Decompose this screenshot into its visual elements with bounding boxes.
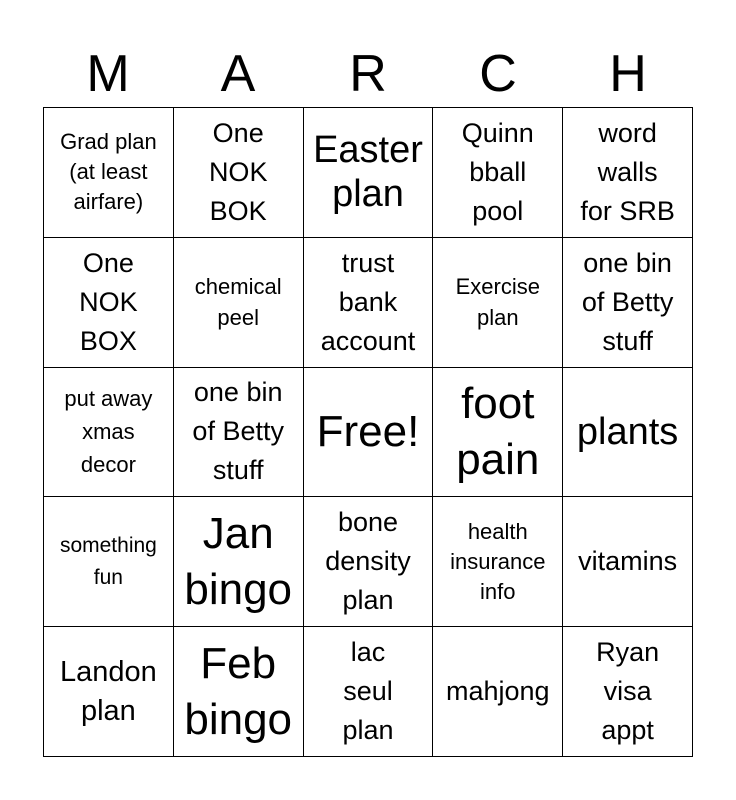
cell-text: Jan bingo — [184, 508, 293, 614]
bingo-cell-r5c4[interactable] — [433, 627, 563, 757]
bingo-cell-r1c4[interactable] — [433, 108, 563, 238]
header-letter-a: A — [220, 45, 256, 103]
cell-text: one bin of Betty stuff — [192, 377, 284, 486]
cell-text: One NOK BOX — [79, 247, 138, 356]
cell-text: Ryan visa appt — [596, 637, 660, 746]
cell-text: health insurance info — [450, 518, 546, 604]
bingo-cell-r1c1[interactable] — [44, 108, 174, 238]
cell-text: Easter plan — [313, 129, 423, 216]
cell-text: plants — [576, 410, 679, 453]
header-letter-r: R — [349, 45, 387, 103]
cell-text: Grad plan (at least airfare) — [60, 129, 157, 215]
cell-text: Landon plan — [60, 655, 157, 727]
cell-text: vitamins — [578, 546, 678, 577]
bingo-cell-r5c1[interactable] — [44, 627, 174, 757]
cell-text: put away xmas decor — [64, 386, 153, 478]
bingo-cell-r2c4[interactable] — [433, 238, 563, 368]
cell-text: bone density plan — [325, 507, 411, 616]
cell-text: chemical peel — [194, 274, 282, 331]
bingo-cell-r4c2[interactable] — [174, 497, 304, 627]
bingo-cell-r2c3[interactable] — [304, 238, 434, 368]
bingo-cell-r3c2[interactable] — [174, 368, 304, 498]
header-letter-c: C — [479, 45, 517, 103]
bingo-cell-r1c3[interactable] — [304, 108, 434, 238]
cell-text: mahjong — [446, 676, 550, 707]
bingo-cell-r5c5[interactable] — [563, 627, 693, 757]
cell-text: Feb bingo — [184, 638, 293, 744]
bingo-cell-r3c1[interactable] — [44, 368, 174, 498]
bingo-cell-r3c3[interactable] — [304, 368, 434, 498]
header-letter-h: H — [609, 45, 647, 103]
bingo-board — [43, 107, 693, 757]
cell-text: Free! — [316, 406, 420, 456]
cell-text: lac seul plan — [342, 637, 394, 746]
bingo-cell-r3c4[interactable] — [433, 368, 563, 498]
cell-text: Quinn bball pool — [461, 117, 534, 226]
bingo-cell-r2c1[interactable] — [44, 238, 174, 368]
bingo-cell-r4c4[interactable] — [433, 497, 563, 627]
bingo-cell-r5c3[interactable] — [304, 627, 434, 757]
bingo-cell-r1c2[interactable] — [174, 108, 304, 238]
bingo-header — [43, 40, 693, 108]
bingo-cell-r3c5[interactable] — [563, 368, 693, 498]
bingo-cell-r5c2[interactable] — [174, 627, 304, 757]
bingo-cell-r1c5[interactable] — [563, 108, 693, 238]
cell-text: One NOK BOK — [208, 117, 268, 226]
header-letter-m: M — [86, 45, 130, 103]
bingo-cell-r4c3[interactable] — [304, 497, 434, 627]
cell-text: foot pain — [456, 378, 540, 484]
bingo-cell-r4c5[interactable] — [563, 497, 693, 627]
bingo-cell-r4c1[interactable] — [44, 497, 174, 627]
cell-text: something fun — [59, 533, 157, 589]
cell-text: one bin of Betty stuff — [581, 247, 674, 356]
cell-text: word walls for SRB — [580, 117, 675, 226]
cell-text: Exercise plan — [455, 274, 540, 331]
bingo-cell-r2c5[interactable] — [563, 238, 693, 368]
bingo-cell-r2c2[interactable] — [174, 238, 304, 368]
cell-text: trust bank account — [320, 247, 416, 356]
